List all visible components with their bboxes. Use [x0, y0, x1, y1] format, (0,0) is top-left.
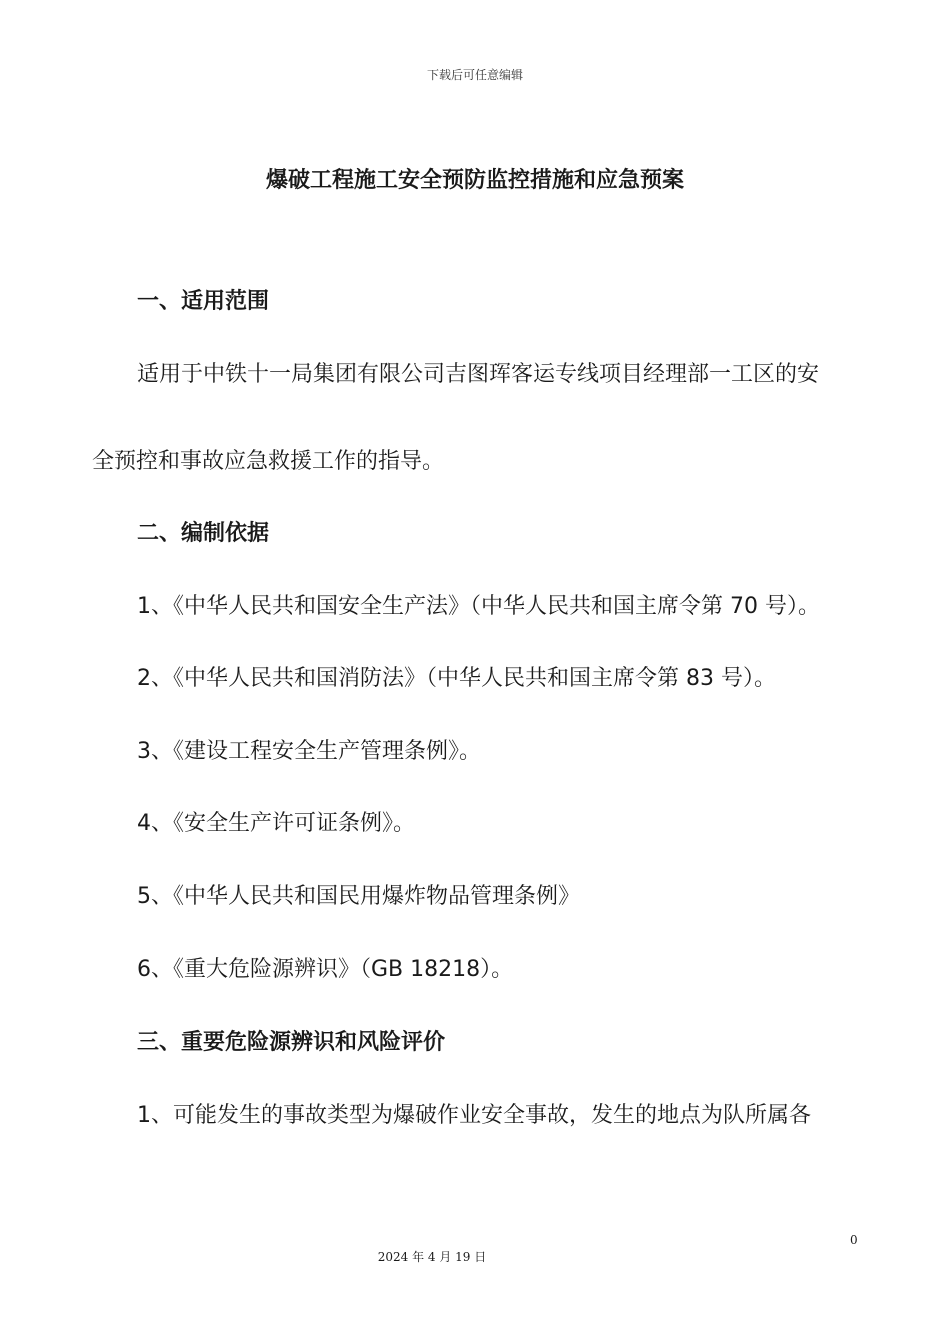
basis-item-5: 5、《中华人民共和国民用爆炸物品管理条例》 [137, 884, 580, 909]
basis-item-2: 2、《中华人民共和国消防法》（中华人民共和国主席令第 83 号）。 [137, 666, 776, 691]
section-heading-basis: 二、编制依据 [137, 521, 270, 546]
page-number: 0 [850, 1233, 858, 1247]
header-note: 下载后可任意编辑 [426, 68, 523, 82]
basis-item-6: 6、《重大危险源辨识》（GB 18218）。 [137, 957, 514, 982]
basis-item-1: 1、《中华人民共和国安全生产法》（中华人民共和国主席令第 70 号）。 [137, 594, 820, 619]
basis-item-3: 3、《建设工程安全生产管理条例》。 [137, 739, 481, 764]
scope-paragraph-line-1: 适用于中铁十一局集团有限公司吉图珲客运专线项目经理部一工区的安 [137, 362, 820, 387]
scope-paragraph-line-2: 全预控和事故应急救援工作的指导。 [92, 449, 445, 474]
hazards-paragraph-line-1: 1、可能发生的事故类型为爆破作业安全事故，发生的地点为队所属各 [137, 1103, 811, 1128]
basis-item-4: 4、《安全生产许可证条例》。 [137, 811, 415, 836]
section-heading-scope: 一、适用范围 [137, 289, 270, 314]
footer-date: 2024 年 4 月 19 日 [377, 1250, 487, 1264]
document-title: 爆破工程施工安全预防监控措施和应急预案 [265, 168, 684, 193]
section-heading-hazards: 三、重要危险源辨识和风险评价 [137, 1030, 446, 1055]
